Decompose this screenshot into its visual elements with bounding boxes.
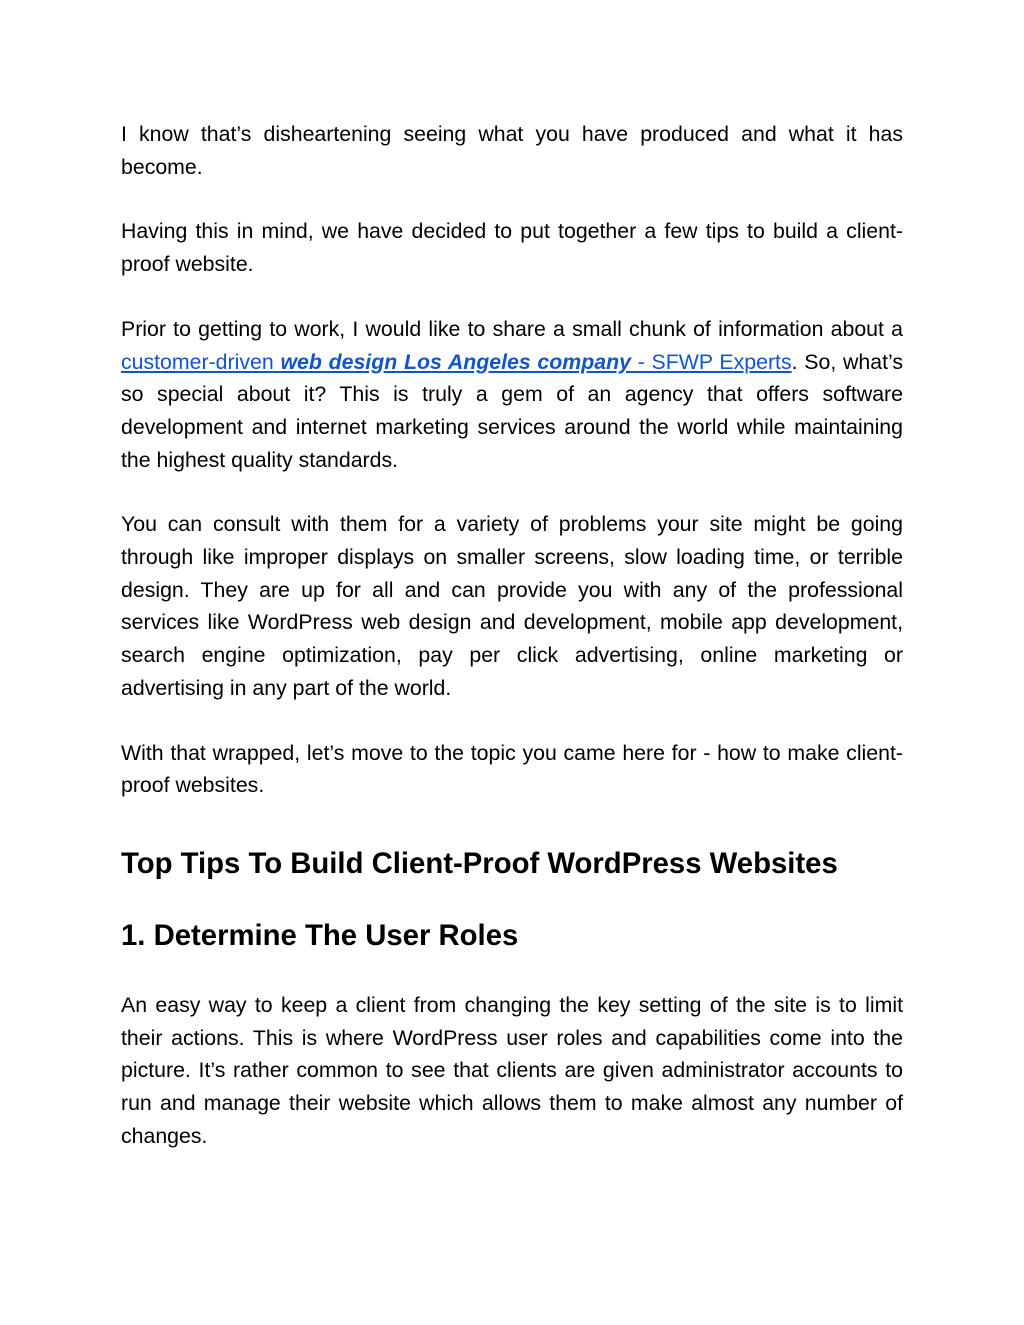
paragraph-user-roles: An easy way to keep a client from changing the key setting of the site is to limit their actions. This is where WordPress user roles and capabilities come into the picture. It’s rather common to see that clients are given administrator accounts to run and manage their website which allows them to make almost any number of changes. <box>121 992 903 1148</box>
agency-link-text-3: - SFWP Experts <box>630 349 792 374</box>
agency-link-text-1: customer-driven <box>121 349 281 374</box>
agency-link-text-2: web design Los Angeles company <box>280 349 631 374</box>
section-heading: Top Tips To Build Client-Proof WordPress Websites <box>121 846 838 880</box>
paragraph-transition: With that wrapped, let’s move to the topic you came here for - how to make client-proof websites. <box>121 740 903 798</box>
paragraph-agency <box>121 313 903 477</box>
document-page <box>121 118 903 1152</box>
paragraph-agency-tail: . So, what’s so special about it? This is truly a gem of an agency that offers software development and internet marketing services around the world while maintaining the highest quality standards. <box>121 349 904 472</box>
paragraph-agency-lead: Prior to getting to work, I would like to share a small chunk of information about a <box>121 316 903 341</box>
paragraph-intro: I know that’s disheartening seeing what you have produced and what it has become. <box>121 122 903 179</box>
agency-link[interactable] <box>121 350 792 374</box>
paragraph-services: You can consult with them for a variety of problems your site might be going through like improper displays on smaller screens, slow loading time, or terrible design. They are up for all and can provide you with any of the professional services like WordPress web design and development, mobile app development, search engine optimization, pay per click advertising, online marketing or advertising in any part of the world. <box>121 512 903 700</box>
paragraph-tips-intro: Having this in mind, we have decided to put together a few tips to build a client-proof website. <box>121 219 903 277</box>
tip-heading-1: 1. Determine The User Roles <box>121 918 519 952</box>
